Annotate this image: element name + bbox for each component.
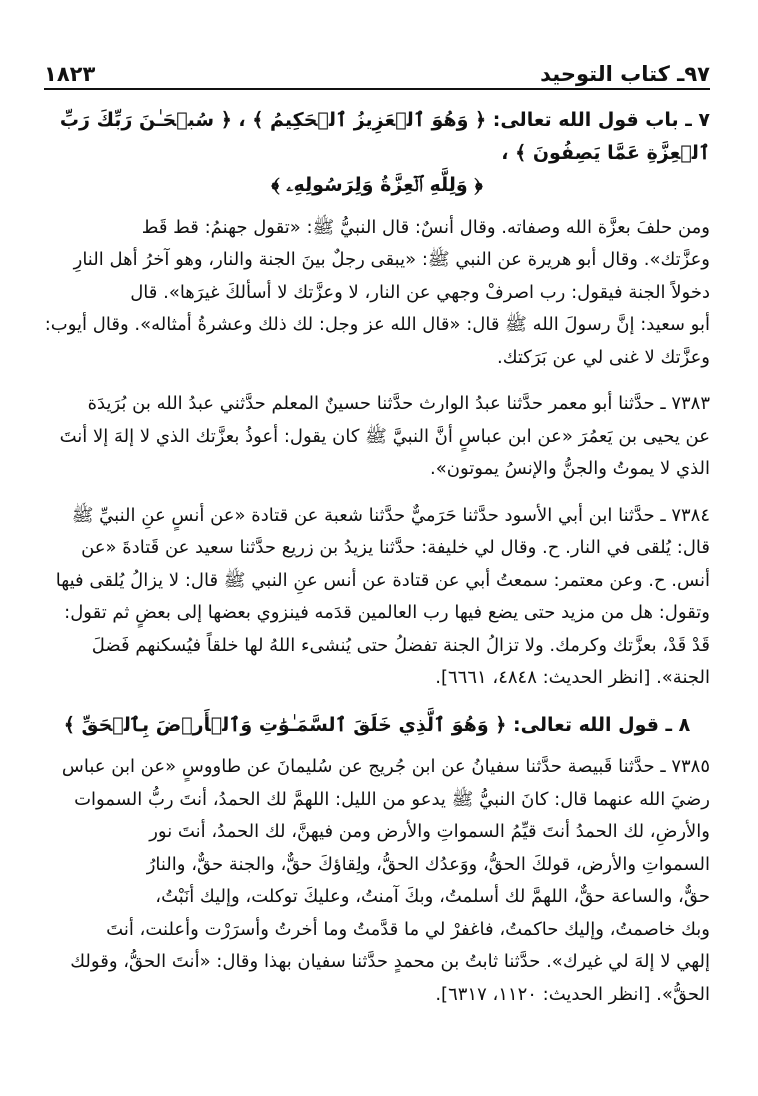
hadith-7383 — [44, 388, 710, 486]
hadith-line: الجنة». [انظر الحديث: ٤٨٤٨، ٦٦٦١]. — [435, 667, 710, 688]
hadith-line: والأرضِ، لك الحمدُ أنتَ قيِّمُ السمواتِ والأرض ومن فيهنَّ، لك الحمدُ، أنتَ نور — [149, 821, 710, 842]
hadith-line: رضيَ الله عنهما قال: كانَ النبيُّ ﷺ يدعو من الليل: اللهمَّ لك الحمدُ، أنتَ ربُّ السموات — [74, 788, 710, 810]
chapter-title: ٩٧ـ كتاب التوحيد — [540, 62, 710, 86]
hadith-line: قال: يُلقى في النار. ح. وقال لي خليفة: حدَّثنا يزيدُ بن زريع حدَّثنا سعيد عن قَتادةَ «عن — [81, 537, 710, 558]
hadith-7384 — [44, 500, 710, 695]
hadith-line: ٧٣٨٤ ـ حدَّثنا ابن أبي الأسود حدَّثنا حَرَميٌّ حدَّثنا شعبة عن قتادة «عن أنسٍ عنِ النبيِّ ﷺ — [71, 504, 710, 526]
hadith-line: ٧٣٨٣ ـ حدَّثنا أبو معمر حدَّثنا عبدُ الوارث حدَّثنا حسينٌ المعلم حدَّثني عبدُ الله بن بُرَيدَة — [87, 393, 710, 414]
hadith-line: وبك خاصمتُ، وإليك حاكمتُ، فاغفرْ لي ما قدَّمتُ وما أخرتُ وأسرَرْت وأعلنت، أنتَ — [106, 918, 710, 940]
intro-line: وعزَّتك لا غنى لي عن بَرَكتك. — [496, 346, 710, 368]
hadith-line: الحقُّ». [انظر الحديث: ١١٢٠، ٦٣١٧]. — [435, 983, 710, 1005]
section-7-intro — [44, 212, 710, 375]
hadith-line: حقٌّ، والساعة حقٌّ، اللهمَّ لك أسلمتُ، وبكَ آمنتُ، وعليكَ توكلت، وإليك أنَبْتُ، — [155, 886, 710, 907]
page-header — [44, 58, 710, 90]
hadith-line: السمواتِ والأرض، قولكَ الحقُّ، ووَعدُك الحقُّ، ولِقاؤكَ حقٌّ، والجنة حقٌّ، والنارُ — [146, 853, 710, 875]
intro-line: أبو سعيد: إنَّ رسولَ الله ﷺ قال: «قال الله عز وجل: لك ذلك وعشرةُ أمثاله». وقال أيوب: — [44, 314, 710, 335]
hadith-line: قَدْ قَدْ، بعزَّتك وكرمك. ولا تزالُ الجنة تفضلُ حتى يُنشىء اللهُ لها خلقاً فيُسكنهم فَضلَ — [91, 634, 710, 656]
page-content — [44, 104, 710, 1011]
hadith-line: الذي لا يموتُ والجنُّ والإنسُ يموتون». — [430, 458, 710, 479]
hadith-line: عن يحيى بن يَعمُرَ «عن ابن عباسٍ أنَّ النبيَّ ﷺ كان يقول: أعوذُ بعزَّتك الذي لا إلهَ إلا أنتَ — [59, 425, 710, 447]
section-7-heading-line-1: ٧ ـ باب قول الله تعالى: ﴿ وَهُوَ ٱلۡعَزِيزُ ٱلۡحَكِيمُ ﴾ ، ﴿ سُبۡحَـٰنَ رَبِّكَ رَبِّ ٱلۡعِزَّةِ عَمَّا يَصِفُونَ ﴾ ، — [59, 109, 710, 164]
section-7-heading-line-2: ﴿ وَلِلَّهِ ٱلۡعِزَّةُ وَلِرَسُولِهِۦ ﴾ — [271, 174, 483, 196]
hadith-line: أنس. ح. وعن معتمر: سمعتُ أبي عن قتادة عن أنس عنِ النبي ﷺ قال: لا يزالُ يُلقى فيها — [55, 569, 710, 591]
hadith-line: ٧٣٨٥ ـ حدَّثنا قَبيصة حدَّثنا سفيانُ عن ابن جُريج عن سُليمانَ عن طاووسٍ «عن ابن عباس — [61, 756, 710, 777]
hadith-line: إلهي لا إلهَ لي غيرك». حدَّثنا ثابتُ بن محمدٍ حدَّثنا سفيان بهذا وقال: «أنتَ الحقُّ، وقولك — [70, 951, 710, 972]
page-number: ١٨٢٣ — [44, 62, 96, 86]
hadith-7385 — [44, 751, 710, 1011]
hadith-line: وتقول: هل من مزيد حتى يضع فيها رب العالمين قدَمه فينزوي بعضها إلى بعضٍ ثم تقول: — [64, 602, 710, 623]
intro-line: ومن حلفَ بعزَّة الله وصفاته. وقال أنسٌ: قال النبيُّ ﷺ: «تقول جهنمُ: قط قَط — [141, 216, 710, 238]
intro-line: وعزَّتك». وقال أبو هريرة عن النبي ﷺ: «يبقى رجلٌ بينَ الجنة والنار، وهو آخرُ أهل النارِ — [73, 249, 710, 270]
section-8-heading: ٨ ـ قول الله تعالى: ﴿ وَهُوَ ٱلَّذِي خَلَقَ ٱلسَّمَـٰوَٰتِ وَٱلۡأَرۡضَ بِٱلۡحَقِّ ﴾ — [63, 713, 691, 736]
intro-line: دخولاً الجنة فيقول: رب اصرفْ وجهي عن النار، لا وعزَّتك لا أسألكَ غيرَها». قال — [130, 281, 710, 303]
